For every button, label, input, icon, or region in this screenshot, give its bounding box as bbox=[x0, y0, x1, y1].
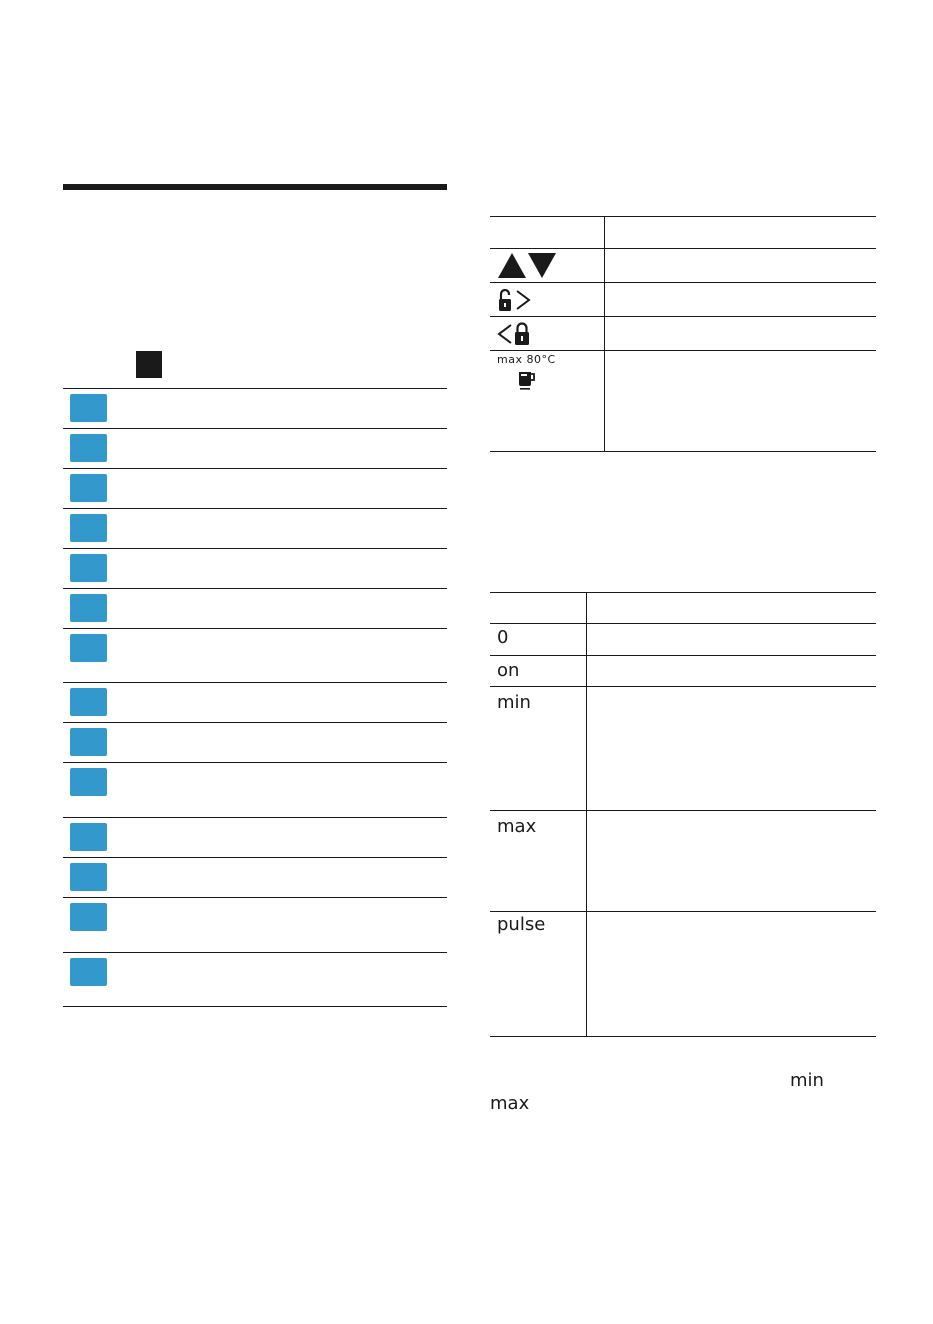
list-item bbox=[63, 857, 447, 897]
part-number-badge bbox=[70, 903, 107, 931]
list-item bbox=[63, 682, 447, 722]
part-number-badge bbox=[70, 434, 107, 462]
triangle-up-icon bbox=[497, 252, 527, 283]
part-number-badge bbox=[70, 634, 107, 662]
table-bottom-rule bbox=[490, 451, 876, 452]
parts-section bbox=[63, 0, 447, 1324]
table-header-row bbox=[490, 216, 876, 248]
lock-icon bbox=[513, 320, 531, 351]
setting-on: on bbox=[497, 660, 520, 681]
list-item bbox=[63, 722, 447, 762]
max-temperature-label: max 80°C bbox=[497, 353, 556, 366]
part-number-badge bbox=[70, 474, 107, 502]
part-number-badge bbox=[70, 768, 107, 796]
list-item bbox=[63, 897, 447, 952]
list-item bbox=[63, 508, 447, 548]
setting-off: 0 bbox=[497, 627, 509, 648]
cup-icon bbox=[517, 369, 537, 395]
list-item bbox=[63, 428, 447, 468]
part-number-badge bbox=[70, 554, 107, 582]
chevron-right-icon bbox=[515, 289, 531, 315]
table-row bbox=[490, 282, 876, 316]
symbols-table bbox=[490, 216, 876, 452]
table-bottom-rule bbox=[490, 1036, 876, 1037]
settings-table bbox=[490, 592, 876, 1037]
part-number-badge bbox=[70, 958, 107, 986]
note-word-min: min bbox=[790, 1070, 824, 1091]
chevron-left-icon bbox=[497, 323, 513, 349]
table-row bbox=[490, 810, 876, 911]
list-item bbox=[63, 388, 447, 428]
section-heading-rule bbox=[63, 184, 447, 190]
unlock-icon bbox=[497, 286, 513, 317]
part-number-badge bbox=[70, 823, 107, 851]
note-word-max: max bbox=[490, 1093, 530, 1114]
section-marker-square bbox=[136, 351, 162, 378]
part-number-badge bbox=[70, 863, 107, 891]
part-number-badge bbox=[70, 728, 107, 756]
part-number-badge bbox=[70, 514, 107, 542]
list-item bbox=[63, 468, 447, 508]
table-row bbox=[490, 655, 876, 686]
table-row bbox=[490, 316, 876, 350]
part-number-badge bbox=[70, 394, 107, 422]
table-row bbox=[490, 686, 876, 810]
table-row bbox=[490, 911, 876, 1036]
list-item bbox=[63, 548, 447, 588]
table-row bbox=[490, 350, 876, 451]
parts-list bbox=[63, 388, 447, 1007]
table-header-row bbox=[490, 592, 876, 623]
setting-pulse: pulse bbox=[497, 914, 546, 935]
list-item bbox=[63, 628, 447, 682]
setting-min: min bbox=[497, 692, 531, 713]
table-row bbox=[490, 623, 876, 655]
setting-max: max bbox=[497, 816, 537, 837]
part-number-badge bbox=[70, 594, 107, 622]
list-item bbox=[63, 762, 447, 817]
controls-section bbox=[490, 0, 876, 1324]
list-item bbox=[63, 588, 447, 628]
part-number-badge bbox=[70, 688, 107, 716]
list-item bbox=[63, 952, 447, 1007]
table-row bbox=[490, 248, 876, 282]
triangle-down-icon bbox=[527, 252, 557, 283]
list-item bbox=[63, 817, 447, 857]
